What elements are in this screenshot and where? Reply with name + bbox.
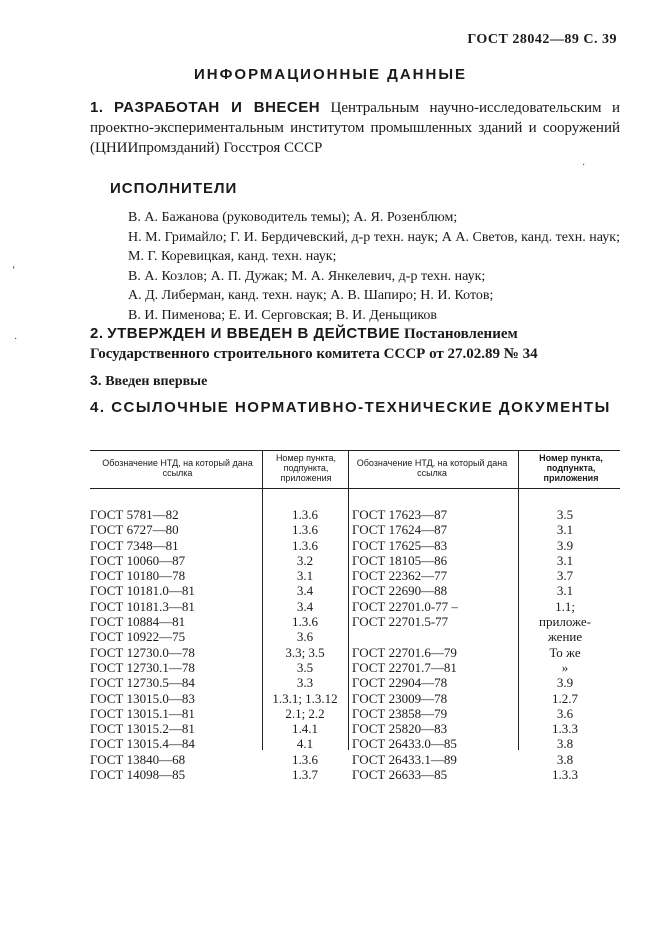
section-references (90, 398, 620, 417)
table-cell-ref: » (561, 659, 569, 675)
table-cell-ref: 3.8 (556, 751, 574, 767)
section-text: Центральным научно-исследовательским и проектно-экспериментальным институтом промышленных зданий и сооружений (ЦНИИпромзданий) Госстроя СССР (90, 100, 621, 156)
table-column-left-refs (262, 507, 348, 782)
table-cell-doc: ГОСТ 10180—78 (90, 568, 186, 584)
table-cell-ref: 3.5 (296, 659, 314, 675)
table-cell-doc: ГОСТ 23009—78 (352, 690, 448, 706)
table-cell-doc: ГОСТ 22701.6—79 (352, 644, 457, 660)
table-cell-doc: ГОСТ 26633—85 (352, 767, 448, 783)
margin-mark: ʻ (12, 265, 16, 276)
table-cell-ref: 1.4.1 (292, 721, 318, 737)
table-cell-doc: ГОСТ 13015.4—84 (90, 736, 195, 752)
table-header-cell: Обозначение НТД, на который дана ссылка (356, 458, 508, 478)
table-cell-ref: 3.2 (296, 552, 314, 568)
table-cell-doc: ГОСТ 22701.5-77 (352, 614, 449, 630)
table-column-right-refs (510, 507, 620, 782)
table-cell-ref: 3.7 (556, 568, 574, 584)
executor-line: А. Д. Либерман, канд. техн. наук; А. В. Шапиро; Н. И. Котов; (128, 288, 494, 303)
table-cell-ref: 4.1 (296, 736, 314, 752)
table-cell-ref: 3.1 (556, 522, 574, 538)
table-cell-doc: ГОСТ 10922—75 (90, 629, 186, 645)
table-header-cell: Обозначение НТД, на который дана ссылка (102, 458, 253, 478)
table-cell-ref: 3.6 (556, 705, 574, 721)
table-cell-doc: ГОСТ 10181.0—81 (90, 583, 195, 599)
section-lead: УТВЕРЖДЕН И ВВЕДЕН В ДЕЙСТВИЕ (107, 325, 401, 342)
executors-heading: ИСПОЛНИТЕЛИ (110, 180, 238, 197)
table-cell-doc (352, 629, 520, 644)
section-number: 2. (90, 325, 104, 342)
section-developed (90, 98, 620, 158)
table-cell-doc: ГОСТ 22701.7—81 (352, 659, 457, 675)
executor-line: Н. М. Гримайло; Г. И. Бердичевский, д-р техн. наук; А А. Светов, канд. техн. наук; М. Г. Коревицкая, канд. техн. наук; (128, 229, 620, 264)
table-cell-doc: ГОСТ 25820—83 (352, 721, 448, 737)
table-cell-doc: ГОСТ 26433.1—89 (352, 751, 457, 767)
table-cell-doc: ГОСТ 10884—81 (90, 614, 186, 630)
table-cell-doc: ГОСТ 17623—87 (352, 507, 448, 522)
table-cell-ref: 1.3.6 (292, 522, 318, 538)
table-cell-ref: 1.3.6 (292, 614, 318, 630)
executor-line: В. А. Бажанова (руководитель темы); А. Я. Розенблюм; (128, 210, 458, 225)
table-cell-ref: 3.4 (296, 598, 314, 614)
section-introduced (90, 370, 620, 392)
table-cell-doc: ГОСТ 22690—88 (352, 583, 448, 599)
executor-line: В. А. Козлов; А. П. Дужак; М. А. Янкелевич, д-р техн. наук; (128, 268, 486, 284)
table-cell-doc: ГОСТ 12730.1—78 (90, 659, 195, 675)
table-cell-doc: ГОСТ 10060—87 (90, 552, 186, 568)
table-cell-doc: ГОСТ 12730.5—84 (90, 675, 195, 691)
table-cell-ref: 1.3.1; 1.3.12 (272, 690, 338, 706)
table-cell-doc: ГОСТ 26433.0—85 (352, 736, 457, 752)
table-cell-doc: ГОСТ 17625—83 (352, 537, 448, 553)
references-table (90, 450, 620, 783)
table-cell-doc: ГОСТ 6727—80 (90, 522, 179, 538)
table-cell-ref: приложе- (539, 614, 591, 630)
table-col-divider (348, 450, 349, 750)
table-cell-doc: ГОСТ 22362—77 (352, 568, 448, 584)
table-cell-ref: 1.3.3 (552, 767, 578, 783)
table-cell-ref: 1.1; (555, 598, 575, 614)
table-header-cell: Номер пункта, подпункта, приложения (275, 453, 337, 483)
table-cell-ref: жение (547, 629, 583, 645)
section-number: 1. (90, 99, 104, 116)
executors-list (128, 208, 620, 325)
section-number: 3. (90, 372, 102, 388)
table-top-rule (90, 450, 620, 451)
table-cell-doc: ГОСТ 10181.3—81 (90, 598, 195, 614)
section-text: Постановлением Государственного строительного комитета СССР от 27.02.89 № 34 (90, 326, 538, 362)
margin-mark: · (582, 160, 586, 171)
section-text: ССЫЛОЧНЫЕ НОРМАТИВНО-ТЕХНИЧЕСКИЕ ДОКУМЕНТЫ (111, 399, 611, 416)
table-cell-ref: 2.1; 2.2 (285, 705, 325, 721)
table-cell-doc: ГОСТ 18105—86 (352, 552, 448, 568)
table-cell-doc: ГОСТ 22701.0-77 – (352, 598, 458, 614)
table-cell-doc: ГОСТ 5781—82 (90, 507, 179, 522)
table-cell-doc: ГОСТ 22904—78 (352, 675, 448, 691)
section-text: Введен впервые (105, 374, 208, 389)
table-cell-doc: ГОСТ 12730.0—78 (90, 644, 195, 660)
table-cell-ref: 1.3.6 (292, 507, 318, 522)
table-cell-ref: 3.1 (296, 568, 314, 584)
table-cell-doc: ГОСТ 13015.2—81 (90, 721, 195, 737)
section-approved (90, 324, 620, 364)
table-cell-ref: 3.9 (556, 675, 574, 691)
table-cell-ref: 1.3.6 (292, 537, 318, 553)
table-cell-ref: 1.3.7 (292, 767, 318, 783)
section-number: 4. (90, 399, 106, 416)
table-cell-doc: ГОСТ 23858—79 (352, 705, 448, 721)
page-title: ИНФОРМАЦИОННЫЕ ДАННЫЕ (193, 66, 468, 83)
table-cell-ref: 1.3.3 (552, 721, 578, 737)
table-cell-ref: 3.1 (556, 552, 574, 568)
table-header-cell: Номер пункта, подпункта, приложения (539, 453, 603, 483)
table-column-right-docs (352, 507, 520, 782)
section-lead: РАЗРАБОТАН И ВНЕСЕН (113, 99, 321, 116)
table-cell-ref: 3.1 (556, 583, 574, 599)
table-cell-doc: ГОСТ 7348—81 (90, 537, 179, 553)
table-cell-ref: 3.4 (296, 583, 314, 599)
table-cell-ref: 3.5 (556, 507, 574, 522)
table-cell-doc: ГОСТ 17624—87 (352, 522, 448, 538)
table-cell-doc: ГОСТ 13015.0—83 (90, 690, 195, 706)
table-cell-ref: 3.3; 3.5 (285, 644, 325, 660)
margin-mark: · (14, 334, 18, 345)
table-column-left-docs (90, 507, 260, 782)
page-header: ГОСТ 28042—89 С. 39 (467, 32, 617, 47)
table-cell-ref: 1.2.7 (552, 690, 578, 706)
table-cell-ref: 3.8 (556, 736, 574, 752)
table-cell-doc: ГОСТ 14098—85 (90, 767, 186, 783)
table-header-rule (90, 488, 620, 489)
table-cell-ref: 3.6 (296, 629, 314, 645)
table-cell-ref: 1.3.6 (292, 751, 318, 767)
table-cell-ref: То же (549, 644, 581, 660)
table-cell-doc: ГОСТ 13840—68 (90, 751, 186, 767)
executor-line: В. И. Пименова; Е. И. Серговская; В. И. Деньщиков (128, 307, 438, 323)
table-cell-ref: 3.3 (296, 675, 314, 691)
table-cell-ref: 3.9 (556, 537, 574, 553)
table-cell-doc: ГОСТ 13015.1—81 (90, 705, 195, 721)
